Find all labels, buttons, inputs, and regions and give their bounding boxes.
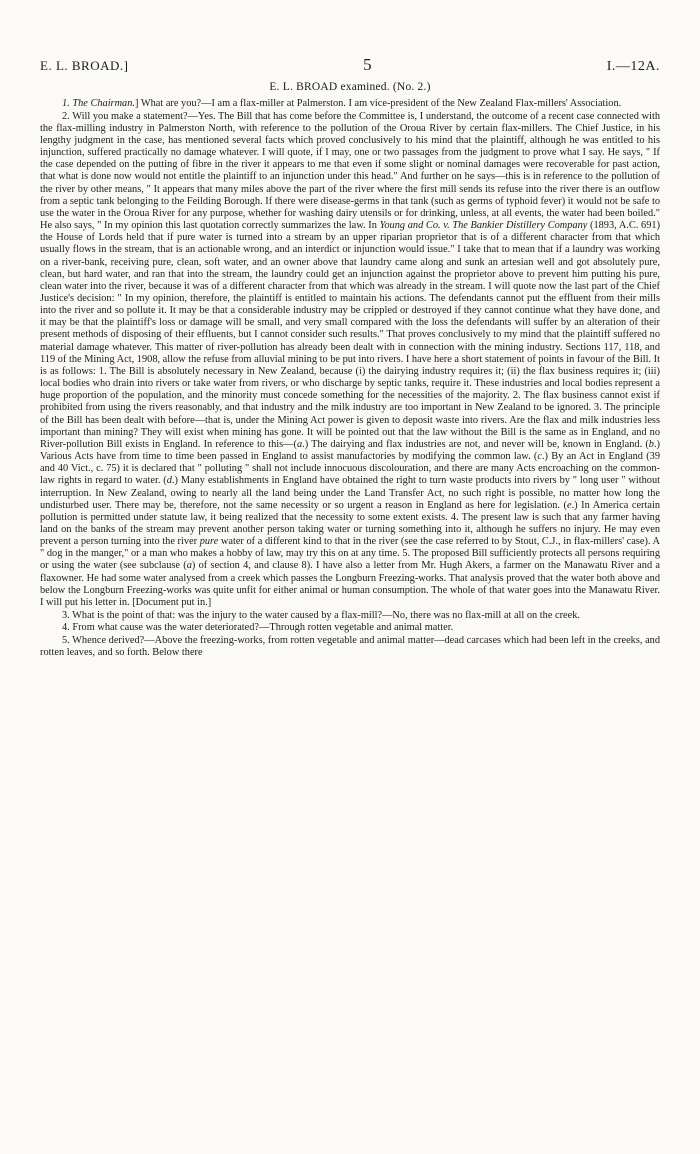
running-header <box>40 55 660 75</box>
emphasis-pure: pure <box>199 536 219 548</box>
paragraph-2-text-a: 2. Will you make a statement?—Yes. The Bill that has come before the Committee is, I understand, the outcome of a recent case connected with the flax-milling industry in Palmerston North, with reference to the pollution of the Oroua River by certain flax-millers. The Chief Justice, in his lengthy judgment in the case, has mentioned several facts which proved conclusively to his mind that the plaintiff, although he was entitled to his injunction, suffered practically no damage whatever. I will quote, if I may, one or two passages from the judgment to prove what I say. He says, " If the case depended on the putting of fibre in the river it appears to me that even if some slight or nominal damages were recoverable for past action, that what is done now would not entitle the plaintiff to an injunction under this head." And further on he says—this is in reference to the pollution of the river by other means, " It appears that many miles above the part of the river where the first mill sends its refuse into the river there is an outflow from a septic tank belonging to the Feilding Borough. If there were disease-germs in that tank (such as germs of typhoid fever) it would not be safe to use the water in the Oroua River for any purpose, whether for washing dairy utensils or for drinking, unless, at all events, the water had been boiled." He also says, " In my opinion this last quotation correctly summarizes the law. In <box>40 110 660 232</box>
paragraph-2-text-e: .) By an Act in England (39 and 40 Vict., c. 75) it is declared that " polluting " shall not include innocuous discolouration, and there are many Acts encroaching on the common-law rights in regard to water. ( <box>40 451 660 487</box>
paragraph-4: 4. From what cause was the water deteriorated?—Through rotten vegetable and animal matter. <box>62 622 454 634</box>
paragraph-1 <box>40 98 660 110</box>
paragraph-3: 3. What is the point of that: was the injury to the water caused by a flax-mill?—No, there was no flax-mill at all on the creek. <box>62 609 580 621</box>
item-letter-d: d <box>166 475 172 487</box>
case-citation: Young and Co. v. The Bankier Distillery Company <box>379 220 588 232</box>
paragraph-2-text-f: .) Many establishments in England have obtained the right to turn waste products into rivers by " long user " without interruption. In New Zealand, owing to nearly all the land being under the Land Transfer Act, no such right is possible, no matter how long the undisturbed user. There may be, therefore, not the same necessity or so urgent a reason in England as here for legislation. ( <box>40 475 660 511</box>
paragraph-1-text: ] What are you?—I am a flax-miller at Palmerston. I am vice-president of the New Zealand Flax-millers' Association. <box>135 98 622 109</box>
speaker-label: 1. The Chairman. <box>62 98 135 109</box>
paragraph-2-text-g: .) In America certain pollution is permitted under statute law, it being realized that the necessity to some extent exists. 4. The present law is such that any farmer having land on the banks of the stream may prevent another person taking water or turning something into it, although he suffers no injury. He may even prevent a person turning into the river <box>40 499 661 548</box>
paragraph-2-text-b: (1893, A.C. 691) the House of Lords held that if pure water is turned into a stream by an upper riparian proprietor that is of a different character from that which usually flows in the stream, that is an actionable wrong, and an interdict or injunction would issue." I take that to mean that if a laundry was working on a river-bank, receiving pure, clean, soft water, and an owner above that laundry came along and sunk an artesian well and got absolutely pure, clean, but hard water, and ran that into the stream, the laundry could get an injunction against the proprietor above to prevent him putting his pure, clean water into the river, because it was of a different character from that which was already in the stream. I will quote now the last part of the Chief Justice's decision: " In my opinion, therefore, the plaintiff is entitled to maintain his actions. The defendants cannot put the effluent from their mills into the river and so pollute it. It may be that a considerable industry may be crippled or destroyed if they cannot continue what they have done, and it may be that the plaintiff's loss or damage will be small, and very small compared with the loss the defendants will suffer by an alteration of their present methods of disposing of their effluents, but I cannot consider such results." That proves conclusively to my mind that the plaintiff suffered no material damage whatever. This matter of river-pollution has already been dealt with in connection with the mining industry. Sections 117, 118, and 119 of the Mining Act, 1908, allow the refuse from alluvial mining to be put into rivers. I have here a short statement of points in favour of the Bill. It is as follows: 1. The Bill is absolutely necessary in New Zealand, because (i) the dairying industry requires it; (ii) the flax business requires it; (iii) local bodies who drain into rivers or take water from rivers, or who discharge by septic tanks, require it. These industries and local bodies represent a huge proportion of the population, and the minority must concede something for the necessities of the majority. 2. The flax business cannot exist if prohibited from using the rivers reasonably, and that industry and the milk industry are too important in New Zealand to be ignored. 3. The principle of the Bill has been dealt with before—that is, under the Mining Act power is given to deposit waste into rivers. Are the flax and milk industries less important than mining? They will exist when mining has gone. It will be pointed out that the law without the Bill is the same as in England, and no River-pollution Bill exists in England. In reference to this—( <box>40 220 661 450</box>
page-number: 5 <box>363 55 373 74</box>
item-letter-b: b <box>648 438 654 450</box>
paragraph-2-text-c: .) The dairying and flax industries are not, and never will be, known in England. ( <box>302 438 649 450</box>
document-body <box>40 98 660 659</box>
item-letter-e: e <box>567 499 572 511</box>
paragraph-2-text-i: ) of section 4, and clause 8). I have also a letter from Mr. Hugh Akers, a farmer on the Manawatu River and a flaxowner. He had some water analysed from a creek which passes the Longburn Freezing-works. That analysis proved that the water both above and below the Longburn Freezing-works was quite unfit for either animal or human consumption. The whole of that water goes into the Manawatu River. I will put his letter in. [Document put in.] <box>40 560 660 608</box>
header-left: E. L. BROAD.] <box>40 58 129 73</box>
paragraph-2 <box>40 111 660 609</box>
item-letter-a: a <box>296 438 303 450</box>
subclause-letter: a <box>186 560 192 572</box>
paragraph-5: 5. Whence derived?—Above the freezing-works, from rotten vegetable and animal matter—dead carcases which had been left in the creeks, and rotten leaves, and so forth. Below there <box>40 634 660 659</box>
paragraph-2-text-h: water of a different kind to that in the river (see the case referred to by Stout, C.J., in flax-millers' case). A " dog in the manger," or a man who makes a hobby of law, may try this on at any time. 5. The proposed Bill sufficiently protects all persons requiring or using the water (see subclause ( <box>40 536 660 572</box>
item-letter-c: c <box>537 451 542 463</box>
paragraph-2-text-d: .) Various Acts have from time to time been passed in England to assist manufactories by modifying the common law. ( <box>40 438 660 463</box>
section-subtitle: E. L. BROAD examined. (No. 2.) <box>269 81 431 93</box>
header-right: I.—12A. <box>606 59 660 74</box>
